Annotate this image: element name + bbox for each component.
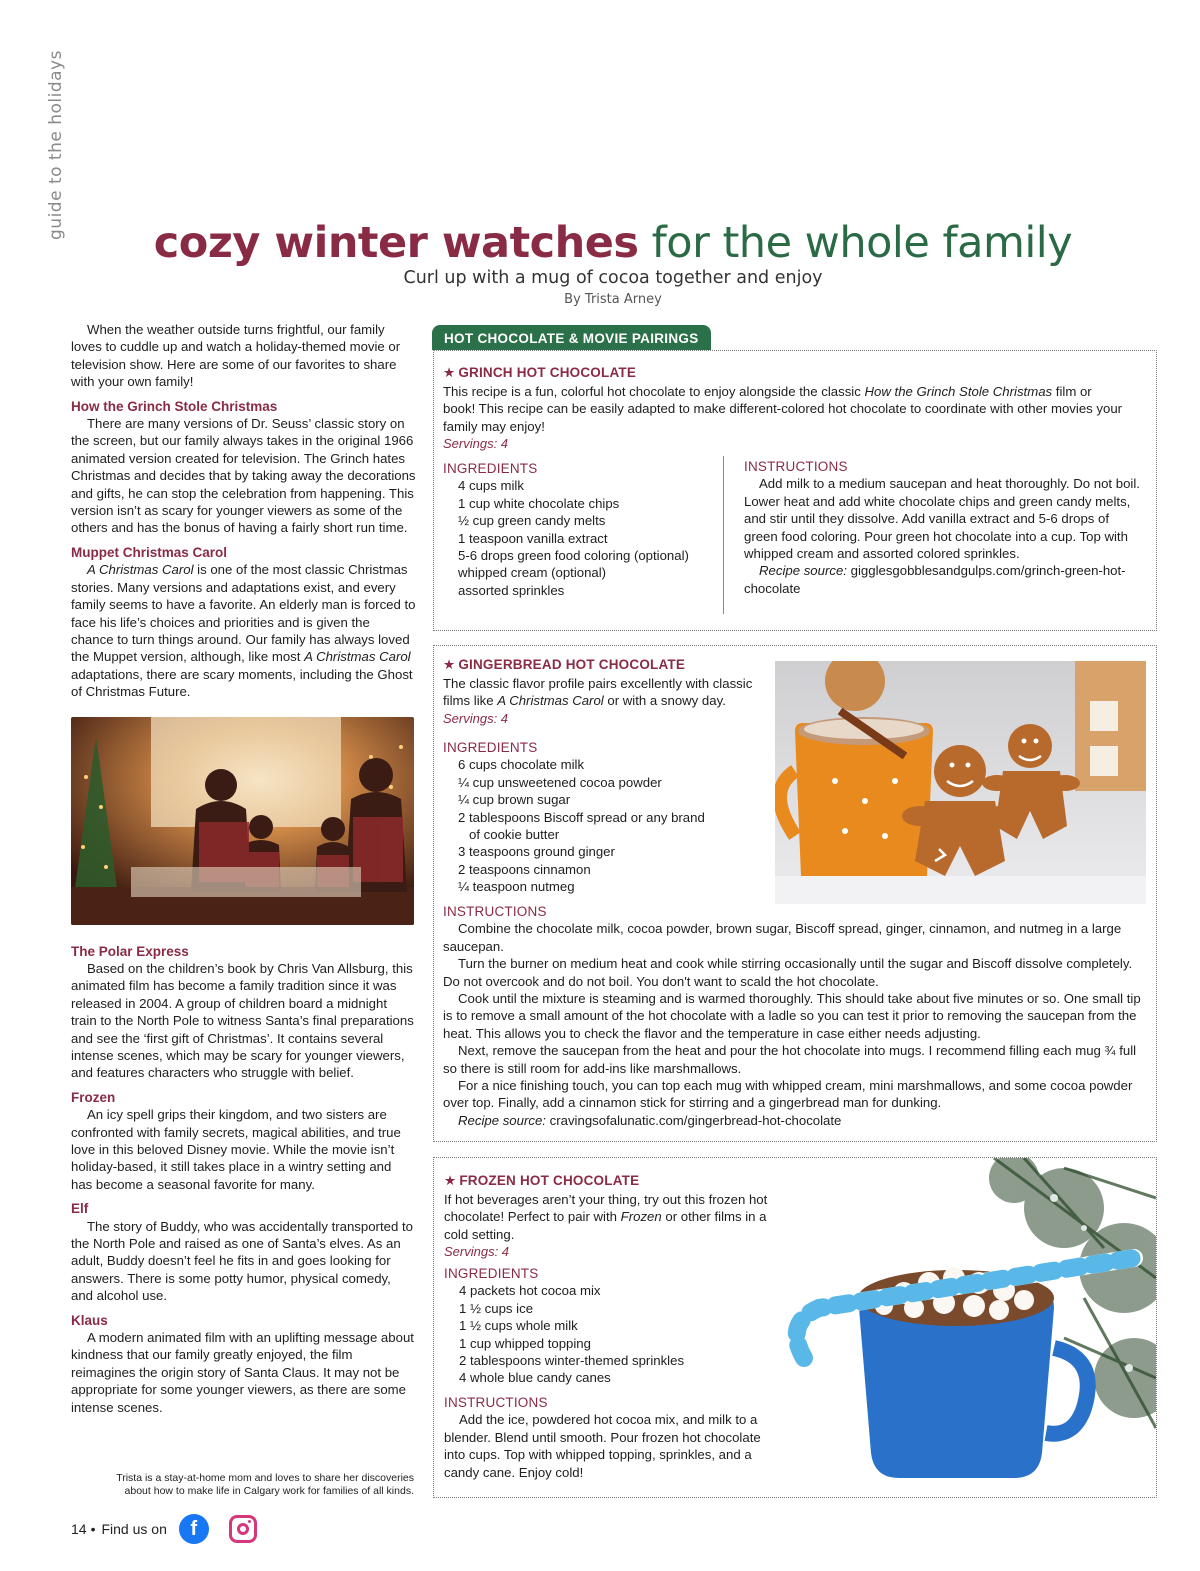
ingredient-item: 5-6 drops green food coloring (optional) (458, 548, 689, 564)
ingredients-heading: INGREDIENTS (444, 1266, 539, 1281)
gingerbread-recipe-box (433, 645, 1157, 1142)
instagram-icon[interactable] (229, 1515, 257, 1543)
star-icon: ★ (443, 657, 456, 672)
section-tag: guide to the holidays (46, 50, 66, 240)
instruction-step: Combine the chocolate milk, cocoa powder, brown sugar, Biscoff spread, ginger, cinnamon, and nutmeg in a large saucepan. (443, 921, 1122, 954)
pairings-header: HOT CHOCOLATE & MOVIE PAIRINGS (432, 325, 711, 350)
instruction-step: Turn the burner on medium heat and cook while stirring occasionally until the sugar and Biscoff dissolve completely. Do not overcook and do not boil. You don't want to scald the hot chocolate. (443, 956, 1133, 989)
ingredient-item: 2 tablespoons winter-themed sprinkles (459, 1353, 685, 1369)
article-column (71, 321, 416, 1416)
ingredients-heading: INGREDIENTS (443, 740, 538, 755)
page-subtitle: Curl up with a mug of cocoa together and enjoy (403, 268, 823, 288)
instruction-text: Add the ice, powdered hot cocoa mix, and milk to a blender. Blend until smooth. Pour frozen hot chocolate into cups. Top with whipped topping, sprinkles, and a candy cane. Enjoy cold! (444, 1412, 761, 1480)
ingredient-item: 3 teaspoons ground ginger (458, 844, 615, 860)
instruction-step: Cook until the mixture is steaming and is warmed thoroughly. This should take about five minutes or so. One small tip is to remove a small amount of the hot chocolate with a ladle so you can test it prior to removing the saucepan from the heat. This allows you to check the flavor and the temperature in case either needs adjusting. (443, 991, 1141, 1041)
recipe-title: ★ FROZEN HOT CHOCOLATE (444, 1173, 640, 1188)
byline: By Trista Arney (564, 292, 662, 307)
gingerbread-cocoa-photo (775, 661, 1146, 904)
ingredient-item: 1 ½ cups ice (459, 1300, 534, 1316)
ingredients-section (443, 460, 718, 599)
intro-paragraph: When the weather outside turns frightful, our family loves to cuddle up and watch a holiday-themed movie or television show. Here are some of our favorites to share with your own family! (71, 322, 401, 390)
facebook-icon[interactable]: f (179, 1514, 209, 1544)
movie-title: Frozen (71, 1089, 116, 1105)
ingredient-item: ½ cup green candy melts (458, 513, 606, 529)
star-icon: ★ (443, 365, 456, 380)
recipe-source: Recipe source: gigglesgobblesandgulps.com/grinch-green-hot-chocolate (744, 563, 1126, 596)
frozen-cocoa-photo (764, 1158, 1156, 1496)
instructions-heading: INSTRUCTIONS (443, 904, 547, 919)
movie-description: The story of Buddy, who was accidentally transported to the North Pole and raised as one of Santa’s elves. As an adult, Buddy doesn’t feel he fits in and goes looking for answers. There is some potty humor, physical comedy, and alcohol use. (71, 1218, 413, 1304)
movie-title: The Polar Express (71, 943, 189, 959)
author-note: Trista is a stay-at-home mom and loves to share her discoveries about how to make life in Calgary work for families of all kinds. (116, 1472, 414, 1497)
ingredient-item: 4 whole blue candy canes (459, 1370, 611, 1386)
movie-description: A modern animated film with an uplifting message about kindness that our family greatly enjoyed, the film reimagines the origin story of Santa Claus. It may not be appropriate for some younger viewers, as there are some intense scenes. (71, 1330, 414, 1415)
movie-description: A Christmas Carol is one of the most classic Christmas stories. Many versions and adaptations exist, and every family seems to have a favorite. An elderly man is forced to face his life’s choices and priorities and is given the chance to turn things around. Our family has always loved the Muppet version, although, like most A Christmas Carol adaptations, there are scary moments, including the Ghost of Christmas Future. (71, 562, 416, 700)
ingredient-item: 1 cup white chocolate chips (458, 495, 620, 511)
page-title (0, 218, 1200, 268)
frozen-recipe-box (433, 1157, 1157, 1498)
ingredients-section (444, 1265, 784, 1387)
ingredient-item: 1 teaspoon vanilla extract (458, 530, 608, 546)
ingredient-item: whipped cream (optional) (458, 565, 607, 581)
movie-description: Based on the children’s book by Chris Van Allsburg, this animated film has become a family tradition since it was released in 2004. A group of children board a midnight train to the North Pole to witness Santa’s final preparations and see the ‘first gift of Christmas’. It contains several intense scenes, which may be scary for younger viewers, and features characters who struggle with belief. (71, 960, 414, 1081)
movie-title: Muppet Christmas Carol (71, 544, 228, 560)
find-us-label: Find us on (101, 1521, 167, 1537)
ingredient-item: ¼ cup unsweetened cocoa powder (458, 774, 662, 790)
recipe-intro: This recipe is a fun, colorful hot chocolate to enjoy alongside the classic How the Grinch Stole Christmas film or book! This recipe can be easily adapted to make different-colored hot chocolate to coordinate with other movies your family may enjoy! Servings: 4 (443, 384, 1123, 452)
ingredient-item: ¼ teaspoon nutmeg (458, 879, 575, 895)
instructions-heading: INSTRUCTIONS (744, 459, 848, 474)
ingredients-section (443, 739, 773, 896)
instructions-section (444, 1394, 774, 1481)
instructions-heading: INSTRUCTIONS (444, 1395, 548, 1410)
ingredient-item: 4 cups milk (458, 478, 524, 494)
recipe-intro: The classic flavor profile pairs excellently with classic films like A Christmas Carol or with a snowy day. Servings: 4 (443, 675, 773, 727)
instruction-step: For a nice finishing touch, you can top each mug with whipped cream, mini marshmallows, and some cocoa powder over top. Finally, add a cinnamon stick for stirring and a gingerbread man for dunking. (443, 1078, 1133, 1111)
movie-title: Elf (71, 1201, 89, 1217)
movie-title: How the Grinch Stole Christmas (71, 398, 278, 414)
ingredient-item: ¼ cup brown sugar (458, 792, 571, 808)
ingredient-item: 6 cups chocolate milk (458, 757, 585, 773)
ingredients-heading: INGREDIENTS (443, 461, 538, 476)
movie-description: An icy spell grips their kingdom, and two sisters are confronted with family secrets, magical abilities, and true love in this beloved Disney movie. While the movie isn’t holiday-based, it still takes place in a wintry setting and has become a seasonal favorite for many. (71, 1107, 401, 1192)
movie-title: Klaus (71, 1312, 108, 1328)
recipe-title: ★ GINGERBREAD HOT CHOCOLATE (443, 657, 686, 672)
ingredient-item: 4 packets hot cocoa mix (459, 1283, 601, 1299)
family-movie-photo (71, 717, 414, 925)
title-part-2: for the whole family (651, 218, 1073, 268)
ingredient-item: 2 tablespoons Biscoff spread or any brand (458, 809, 705, 825)
grinch-recipe-box (433, 350, 1157, 631)
instructions-section (744, 458, 1144, 597)
ingredient-item: assorted sprinkles (458, 582, 565, 598)
instruction-step: Next, remove the saucepan from the heat and pour the hot chocolate into mugs. I recommend filling each mug ¾ full so there is still room for add-ins like marshmallows. (443, 1043, 1137, 1076)
ingredient-item: 1 cup whipped topping (459, 1335, 591, 1351)
instructions-section (443, 903, 1150, 1129)
ingredient-item: 1 ½ cups whole milk (459, 1318, 578, 1334)
star-icon: ★ (444, 1173, 457, 1188)
footer-bullet: • (90, 1521, 96, 1537)
ingredient-item: of cookie butter (469, 827, 560, 843)
recipe-source: Recipe source: cravingsofalunatic.com/gingerbread-hot-chocolate (458, 1112, 842, 1128)
recipe-intro: If hot beverages aren’t your thing, try out this frozen hot chocolate! Perfect to pair with Frozen or other films in a cold setting. Servings: 4 (444, 1191, 784, 1261)
column-divider (723, 456, 724, 614)
servings: Servings: 4 (444, 1244, 510, 1260)
instruction-text: Add milk to a medium saucepan and heat thoroughly. Do not boil. Lower heat and add white chocolate chips and green candy melts, and stir until they dissolve. Add vanilla extract and 5-6 drops of green food coloring. Pour green hot chocolate into a cup. Top with whipped cream and assorted colored sprinkles. (744, 476, 1140, 562)
ingredient-item: 2 teaspoons cinnamon (458, 861, 591, 877)
page-footer (71, 1514, 257, 1544)
servings: Servings: 4 (443, 710, 509, 726)
title-part-1: cozy winter watches (153, 218, 639, 268)
page-number: 14 (71, 1521, 87, 1537)
recipe-title: ★ GRINCH HOT CHOCOLATE (443, 365, 637, 380)
servings: Servings: 4 (443, 436, 509, 452)
movie-description: There are many versions of Dr. Seuss’ classic story on the screen, but our family always takes in the original 1966 animated version created for television. The Grinch hates Christmas and decides that by taking away the decorations and gifts, he can stop the celebration from happening. This version isn’t as scary for younger viewers as some of the others and has the bonus of having a fairly short run time. (71, 416, 416, 536)
